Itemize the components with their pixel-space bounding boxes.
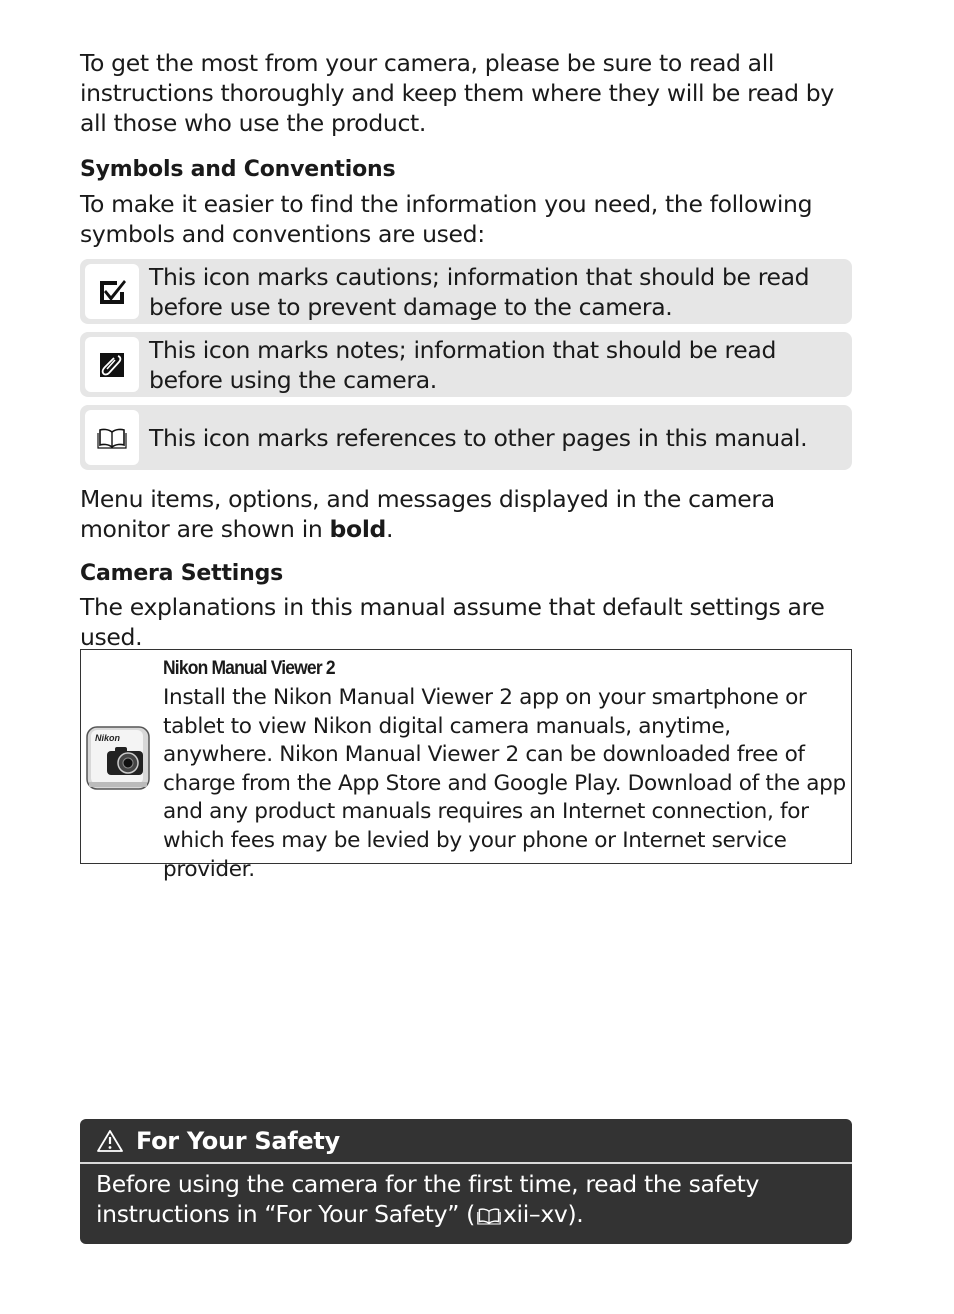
manual-viewer-text: Install the Nikon Manual Viewer 2 app on your smartphone or tablet to view Nikon digital camera manuals, anytime, anywhere. Nikon Manual Viewer 2 can be downloaded free of charge from the App Store and Google Play. Download of the app and any product manuals requires an Internet connection, for which fees may be levied by your phone or Internet service provider.	[163, 685, 846, 882]
camera-settings-heading: Camera Settings	[80, 561, 284, 586]
note-row	[80, 332, 852, 397]
safety-header	[80, 1119, 852, 1164]
caution-row-text: This icon marks cautions; information that should be read before use to prevent damage to the camera.	[149, 262, 810, 321]
caution-row	[80, 259, 852, 324]
note-row-text: This icon marks notes; information that should be read before using the camera.	[149, 335, 777, 394]
safety-text-end: ).	[567, 1200, 584, 1228]
reference-row	[80, 405, 852, 470]
reference-row-text: This icon marks references to other pages in this manual.	[149, 423, 808, 452]
menu-para-text: Menu items, options, and messages displayed in the camera monitor are shown in	[80, 485, 775, 543]
note-pencil-icon	[85, 337, 139, 392]
caution-checkmark-icon	[85, 264, 139, 319]
safety-text	[96, 1169, 836, 1232]
symbols-heading: Symbols and Conventions	[80, 157, 396, 182]
menu-para-end: .	[386, 515, 394, 543]
menu-para-bold: bold	[329, 515, 386, 543]
book-reference-icon	[477, 1202, 501, 1232]
symbols-intro: To make it easier to find the information you need, the following symbols and conventions are used:	[80, 190, 813, 248]
safety-page-ref: xii–xv	[503, 1200, 568, 1228]
manual-viewer-box	[80, 649, 852, 882]
intro-paragraph: To get the most from your camera, please be sure to read all instructions thoroughly and keep them where they will be read by all those who use the product.	[80, 49, 834, 137]
book-reference-icon	[85, 410, 139, 465]
safety-box	[80, 1119, 852, 1244]
warning-triangle-icon	[96, 1129, 124, 1153]
nikon-app-label: Nikon	[95, 733, 121, 743]
safety-title: For Your Safety	[136, 1126, 340, 1155]
camera-settings-text: The explanations in this manual assume that default settings are used.	[80, 593, 825, 651]
safety-text-start: Before using the camera for the first time, read the safety instructions in “For Your Safety” (	[96, 1170, 760, 1228]
nikon-app-icon	[85, 725, 151, 791]
menu-items-paragraph	[80, 484, 852, 544]
manual-viewer-title: Nikon Manual Viewer 2	[163, 658, 335, 679]
